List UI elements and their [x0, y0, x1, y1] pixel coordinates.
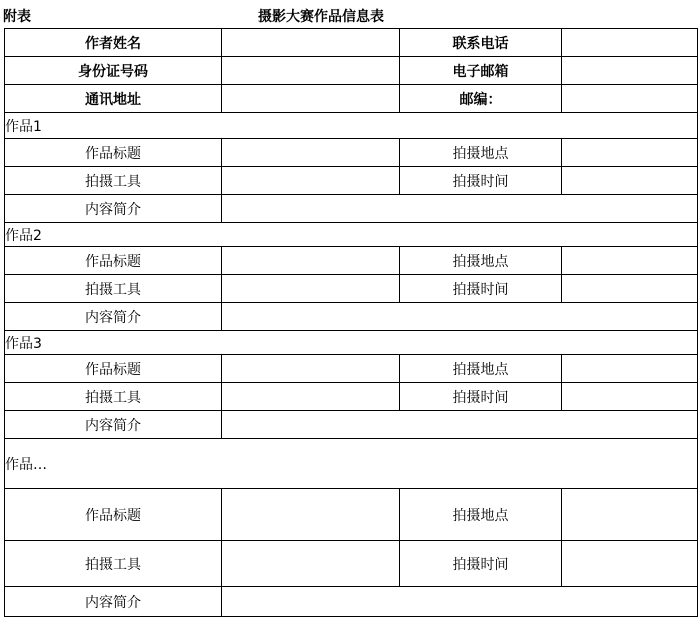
work-title-row — [5, 489, 698, 541]
email-label: 电子邮箱 — [400, 57, 562, 85]
work-intro-row — [5, 411, 698, 439]
intro-label: 内容简介 — [5, 303, 222, 331]
work-section-label: 作品… — [5, 439, 698, 489]
work-tool-row — [5, 167, 698, 195]
work-tool-row — [5, 541, 698, 587]
shoot-location-field[interactable] — [562, 355, 698, 383]
shoot-tool-field[interactable] — [222, 383, 400, 411]
address-field[interactable] — [222, 85, 400, 113]
shoot-time-label: 拍摄时间 — [400, 167, 562, 195]
intro-field[interactable] — [222, 303, 698, 331]
work-section-row — [5, 113, 698, 139]
id-number-field[interactable] — [222, 57, 400, 85]
shoot-time-label: 拍摄时间 — [400, 541, 562, 587]
shoot-time-field[interactable] — [562, 541, 698, 587]
work-intro-row — [5, 303, 698, 331]
work-title-field[interactable] — [222, 139, 400, 167]
phone-label: 联系电话 — [400, 29, 562, 57]
intro-field[interactable] — [222, 411, 698, 439]
shoot-time-field[interactable] — [562, 383, 698, 411]
intro-label: 内容简介 — [5, 587, 222, 617]
id-number-label: 身份证号码 — [5, 57, 222, 85]
work-title-field[interactable] — [222, 355, 400, 383]
shoot-tool-label: 拍摄工具 — [5, 383, 222, 411]
shoot-tool-field[interactable] — [222, 541, 400, 587]
shoot-location-field[interactable] — [562, 489, 698, 541]
shoot-time-field[interactable] — [562, 275, 698, 303]
shoot-tool-field[interactable] — [222, 275, 400, 303]
work-section-row — [5, 223, 698, 247]
shoot-location-field[interactable] — [562, 139, 698, 167]
author-name-field[interactable] — [222, 29, 400, 57]
shoot-location-label: 拍摄地点 — [400, 489, 562, 541]
intro-label: 内容简介 — [5, 411, 222, 439]
intro-field[interactable] — [222, 587, 698, 617]
shoot-tool-field[interactable] — [222, 167, 400, 195]
work-intro-row — [5, 587, 698, 617]
shoot-time-field[interactable] — [562, 167, 698, 195]
work-section-label: 作品3 — [5, 331, 698, 355]
address-label: 通讯地址 — [5, 85, 222, 113]
author-name-row — [5, 29, 698, 57]
work-intro-row — [5, 195, 698, 223]
work-tool-row — [5, 275, 698, 303]
document-header — [0, 0, 700, 28]
shoot-tool-label: 拍摄工具 — [5, 541, 222, 587]
shoot-time-label: 拍摄时间 — [400, 383, 562, 411]
work-title-row — [5, 247, 698, 275]
work-title-row — [5, 355, 698, 383]
appendix-label: 附表 — [3, 9, 31, 25]
intro-label: 内容简介 — [5, 195, 222, 223]
phone-field[interactable] — [562, 29, 698, 57]
work-title-label: 作品标题 — [5, 139, 222, 167]
work-title-label: 作品标题 — [5, 247, 222, 275]
work-section-row — [5, 439, 698, 489]
shoot-location-field[interactable] — [562, 247, 698, 275]
address-row — [5, 85, 698, 113]
work-tool-row — [5, 383, 698, 411]
id-email-row — [5, 57, 698, 85]
postcode-field[interactable] — [562, 85, 698, 113]
work-title-label: 作品标题 — [5, 489, 222, 541]
shoot-location-label: 拍摄地点 — [400, 355, 562, 383]
work-title-row — [5, 139, 698, 167]
shoot-tool-label: 拍摄工具 — [5, 167, 222, 195]
shoot-location-label: 拍摄地点 — [400, 139, 562, 167]
author-name-label: 作者姓名 — [5, 29, 222, 57]
shoot-tool-label: 拍摄工具 — [5, 275, 222, 303]
work-title-label: 作品标题 — [5, 355, 222, 383]
page-title: 摄影大赛作品信息表 — [258, 9, 384, 25]
photo-contest-form — [4, 28, 698, 617]
shoot-location-label: 拍摄地点 — [400, 247, 562, 275]
work-section-label: 作品1 — [5, 113, 698, 139]
work-title-field[interactable] — [222, 489, 400, 541]
work-section-row — [5, 331, 698, 355]
shoot-time-label: 拍摄时间 — [400, 275, 562, 303]
postcode-label: 邮编： — [400, 85, 562, 113]
work-section-label: 作品2 — [5, 223, 698, 247]
work-title-field[interactable] — [222, 247, 400, 275]
email-field[interactable] — [562, 57, 698, 85]
intro-field[interactable] — [222, 195, 698, 223]
